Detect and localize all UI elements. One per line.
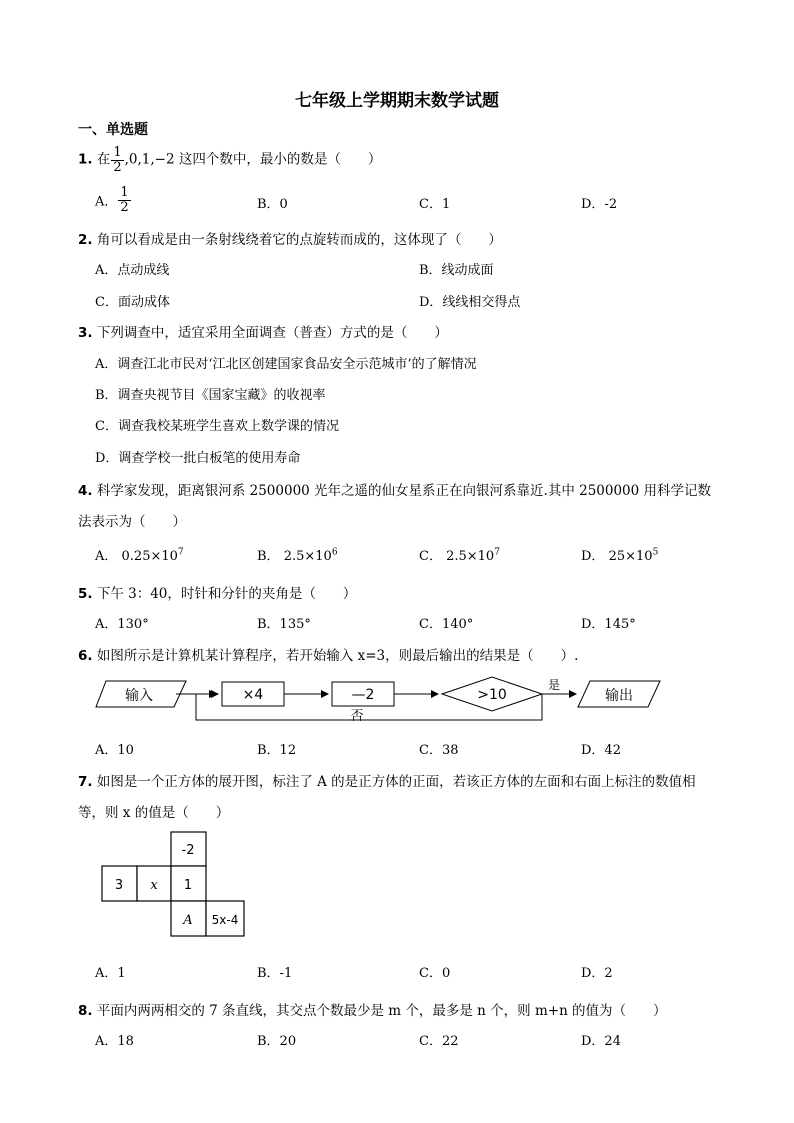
fraction-denominator: 2 (120, 199, 129, 215)
option-a (95, 545, 184, 564)
option-a: A．1 (95, 966, 126, 981)
flow-input-label: 输入 (125, 688, 153, 704)
option-d: D．-2 (581, 197, 618, 212)
option-value: 25×10 (608, 549, 653, 564)
exponent: 7 (494, 547, 500, 558)
option-c: C．0 (419, 966, 451, 981)
option-c: C．140° (419, 617, 474, 632)
option-d: D．调查学校一批白板笔的使用寿命 (95, 451, 301, 466)
flow-no-label: 否 (350, 709, 364, 724)
question-number: 4. (78, 483, 93, 499)
fraction-numerator: 1 (120, 185, 129, 200)
question-3 (78, 321, 448, 341)
question-text: 下列调查中，适宜采用全面调查（普查）方式的是（ ） (96, 325, 448, 341)
option-b: B．调查央视节目《国家宝藏》的收视率 (95, 388, 326, 403)
option-label: D． (581, 549, 605, 564)
option-c: C．调查我校某班学生喜欢上数学课的情况 (95, 419, 339, 434)
question-1 (78, 146, 381, 174)
net-one-value: 1 (183, 878, 193, 893)
question-text: 在 (96, 151, 111, 168)
option-value: 0.25×10 (121, 549, 178, 564)
question-7 (78, 770, 696, 790)
fraction-numerator: 1 (113, 145, 122, 160)
question-number: 6. (78, 648, 93, 664)
flow-subtract-label: —2 (351, 687, 375, 703)
fraction-denominator: 2 (113, 159, 122, 175)
option-b: B．12 (257, 743, 297, 758)
option-b: B．-1 (257, 966, 293, 981)
option-d (581, 545, 658, 564)
net-right-value: 5x-4 (211, 913, 239, 927)
net-top-value: -2 (181, 843, 195, 858)
option-a: A．调查江北市民对‘江北区创建国家食品安全示范城市’的了解情况 (95, 357, 477, 372)
option-d: D．145° (581, 617, 636, 632)
question-text: 平面内两两相交的 7 条直线，其交点个数最少是 m 个，最多是 n 个，则 m+n 的值为（ ） (96, 1003, 667, 1019)
option-label: A． (95, 549, 118, 564)
question-number: 1. (78, 151, 93, 168)
option-c (419, 545, 500, 564)
exponent: 6 (331, 547, 338, 558)
question-text: 角可以看成是由一条射线绕着它的点旋转而成的，这体现了（ ） (96, 232, 502, 248)
option-b: B．135° (257, 617, 311, 632)
question-5 (78, 582, 356, 602)
question-text: 科学家发现，距离银河系 2500000 光年之遥的仙女星系正在向银河系靠近.其中 2500000 用科学记数 (96, 483, 712, 499)
option-d: D．线线相交得点 (419, 295, 521, 310)
question-6 (78, 644, 578, 664)
question-text: 下午 3：40，时针和分针的夹角是（ ） (96, 586, 357, 602)
option-d: D．42 (581, 743, 621, 758)
option-c: C．1 (419, 197, 451, 212)
fraction (111, 146, 123, 174)
question-number: 2. (78, 232, 93, 248)
option-value: 2.5×10 (283, 549, 332, 564)
option-b: B．20 (257, 1034, 297, 1049)
cube-net (100, 830, 246, 940)
question-text-rest: ,0,1,−2 这四个数中，最小的数是（ ） (124, 151, 382, 168)
question-4 (78, 479, 711, 499)
flowchart (92, 673, 667, 725)
option-a: A．点动成线 (95, 263, 170, 278)
question-text: 如图所示是计算机某计算程序，若开始输入 x=3，则最后输出的结果是（ ）. (96, 648, 579, 664)
option-b: B．0 (257, 197, 288, 212)
exponent: 5 (652, 547, 659, 558)
net-x-value: x (150, 878, 158, 893)
option-label: A． (95, 194, 118, 210)
option-d: D．2 (581, 966, 613, 981)
option-d: D．24 (581, 1034, 621, 1049)
question-number: 3. (78, 325, 93, 341)
option-label: C． (419, 549, 442, 564)
flow-compare-label: >10 (477, 687, 507, 703)
section-heading: 一、单选题 (78, 122, 148, 138)
question-text: 如图是一个正方体的展开图，标注了 A 的是正方体的正面，若该正方体的左面和右面上标注的数值相 (96, 774, 696, 790)
option-c: C．22 (419, 1034, 459, 1049)
fraction (118, 186, 130, 214)
option-a: A．130° (95, 617, 149, 632)
flow-yes-label: 是 (548, 678, 561, 692)
question-number: 5. (78, 586, 93, 602)
net-a-label: A (183, 913, 193, 928)
question-4-line2: 法表示为（ ） (78, 514, 186, 530)
option-a: A．10 (95, 743, 134, 758)
option-label: B． (257, 549, 280, 564)
exponent: 7 (177, 547, 184, 558)
question-8 (78, 999, 667, 1019)
option-value: 2.5×10 (446, 549, 495, 564)
option-a (95, 186, 132, 214)
option-c: C．面动成体 (95, 295, 170, 310)
option-a: A．18 (95, 1034, 134, 1049)
option-b: B．线动成面 (419, 263, 494, 278)
flow-output-label: 输出 (605, 688, 633, 704)
net-left-value: 3 (114, 878, 124, 893)
option-c: C．38 (419, 743, 459, 758)
question-2 (78, 228, 502, 248)
question-number: 7. (78, 774, 93, 790)
question-number: 8. (78, 1003, 93, 1019)
page-title: 七年级上学期期末数学试题 (295, 91, 499, 111)
question-7-line2: 等，则 x 的值是（ ） (78, 805, 230, 821)
option-b (257, 545, 338, 564)
flow-multiply-label: ×4 (242, 687, 264, 703)
